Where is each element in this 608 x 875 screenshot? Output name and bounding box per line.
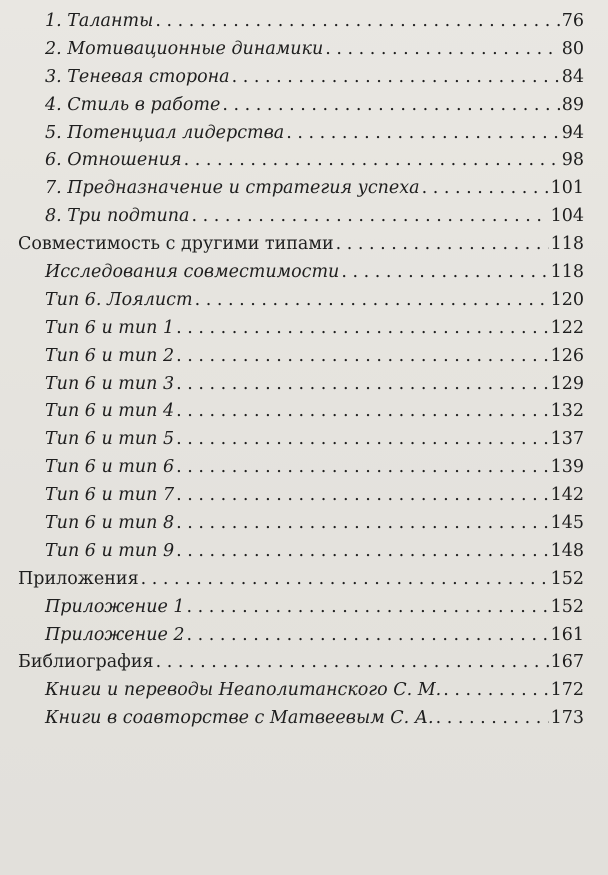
toc-entry-title: Тип 6 и тип 9: [45, 540, 175, 561]
toc-page-number: 118: [550, 234, 584, 255]
toc-entry: [18, 538, 584, 566]
toc-section: [18, 231, 584, 259]
toc-entry-title: Тип 6. Лоялист: [45, 289, 193, 310]
toc-section: [18, 566, 584, 594]
toc-entry-title: 2. Мотивационные динамики: [45, 38, 324, 59]
dot-leader: [286, 120, 559, 148]
dot-leader: [176, 510, 548, 538]
toc-page-number: 139: [550, 457, 584, 478]
toc-entry: [18, 92, 584, 120]
toc-page-number: 118: [550, 262, 584, 283]
toc-entry-title: Тип 6 и тип 4: [45, 401, 175, 422]
toc-entry-title: Тип 6 и тип 7: [45, 485, 175, 506]
toc-entry: [18, 8, 584, 36]
dot-leader: [325, 36, 559, 64]
toc-page-number: 94: [561, 122, 584, 143]
dot-leader: [155, 8, 559, 36]
toc-page-number: 152: [550, 568, 584, 589]
toc-entry-title: 8. Три подтипа: [45, 206, 190, 227]
toc-page-number: 104: [550, 206, 584, 227]
toc-entry-title: Совместимость с другими типами: [18, 234, 334, 255]
toc-entry: [18, 287, 584, 315]
toc-entry-title: Книги в соавторстве с Матвеевым С. А.: [45, 708, 434, 729]
dot-leader: [195, 287, 549, 315]
toc-entry: [18, 64, 584, 92]
dot-leader: [176, 315, 548, 343]
dot-leader: [176, 454, 548, 482]
toc-page-number: 148: [550, 540, 584, 561]
toc-page-number: 120: [550, 289, 584, 310]
toc-entry: [18, 677, 584, 705]
toc-page-number: 101: [550, 178, 584, 199]
toc-page-number: 129: [550, 373, 584, 394]
toc-entry-title: Тип 6 и тип 3: [45, 373, 175, 394]
toc-entry: [18, 482, 584, 510]
toc-page-number: 84: [561, 66, 584, 87]
toc-entry-title: Тип 6 и тип 8: [45, 513, 175, 534]
dot-leader: [443, 677, 548, 705]
dot-leader: [341, 259, 548, 287]
dot-leader: [176, 426, 548, 454]
dot-leader: [156, 649, 549, 677]
toc-page-number: 145: [550, 513, 584, 534]
toc-entry-title: 7. Предназначение и стратегия успеха: [45, 178, 420, 199]
toc-entry-title: Приложение 1: [45, 596, 185, 617]
dot-leader: [176, 538, 548, 566]
toc-entry-title: Библиография: [18, 652, 154, 673]
toc-page-number: 152: [550, 596, 584, 617]
dot-leader: [336, 231, 549, 259]
toc-entry-title: 3. Теневая сторона: [45, 66, 230, 87]
toc-page-number: 98: [561, 150, 584, 171]
dot-leader: [191, 203, 548, 231]
toc-entry: [18, 426, 584, 454]
toc-entry-title: 1. Таланты: [45, 11, 154, 31]
toc-entry-title: Книги и переводы Неаполитанского С. М.: [45, 680, 442, 701]
toc-entry: [18, 622, 584, 650]
toc-entry: [18, 594, 584, 622]
toc-entry: [18, 147, 584, 175]
toc-entry: [18, 454, 584, 482]
toc-entry: [18, 315, 584, 343]
toc-page-number: 122: [550, 317, 584, 338]
toc-page-number: 132: [550, 401, 584, 422]
table-of-contents: [18, 8, 584, 733]
toc-entry-title: Приложение 2: [45, 624, 185, 645]
toc-entry-title: 5. Потенциал лидерства: [45, 122, 285, 143]
toc-page-number: 167: [550, 652, 584, 673]
toc-entry-title: Тип 6 и тип 6: [45, 457, 175, 478]
toc-entry: [18, 175, 584, 203]
toc-page-number: 89: [561, 94, 584, 115]
toc-entry: [18, 120, 584, 148]
toc-entry-title: Исследования совместимости: [45, 262, 340, 283]
toc-entry-title: Тип 6 и тип 2: [45, 345, 175, 366]
toc-page-number: 137: [550, 429, 584, 450]
toc-page-number: 161: [550, 624, 584, 645]
toc-page-number: 173: [550, 708, 584, 729]
dot-leader: [176, 482, 548, 510]
dot-leader: [141, 566, 549, 594]
toc-entry-title: Тип 6 и тип 5: [45, 429, 175, 450]
toc-entry-title: Тип 6 и тип 1: [45, 317, 175, 338]
toc-entry-title: Приложения: [18, 568, 139, 589]
dot-leader: [187, 622, 549, 650]
toc-page-number: 126: [550, 345, 584, 366]
toc-entry: [18, 398, 584, 426]
toc-page-number: 172: [550, 680, 584, 701]
toc-entry: [18, 36, 584, 64]
toc-entry-title: 4. Стиль в работе: [45, 94, 221, 115]
toc-page-number: 76: [561, 11, 584, 31]
toc-entry: [18, 705, 584, 733]
toc-entry: [18, 259, 584, 287]
dot-leader: [422, 175, 549, 203]
dot-leader: [436, 705, 549, 733]
toc-section: [18, 649, 584, 677]
dot-leader: [222, 92, 559, 120]
dot-leader: [232, 64, 560, 92]
dot-leader: [187, 594, 549, 622]
toc-entry: [18, 203, 584, 231]
toc-entry: [18, 510, 584, 538]
toc-entry: [18, 371, 584, 399]
toc-entry: [18, 343, 584, 371]
toc-entry-title: 6. Отношения: [45, 150, 182, 171]
toc-page-number: 80: [561, 38, 584, 59]
toc-page-number: 142: [550, 485, 584, 506]
dot-leader: [176, 343, 548, 371]
dot-leader: [176, 371, 548, 399]
dot-leader: [176, 398, 548, 426]
dot-leader: [184, 147, 560, 175]
